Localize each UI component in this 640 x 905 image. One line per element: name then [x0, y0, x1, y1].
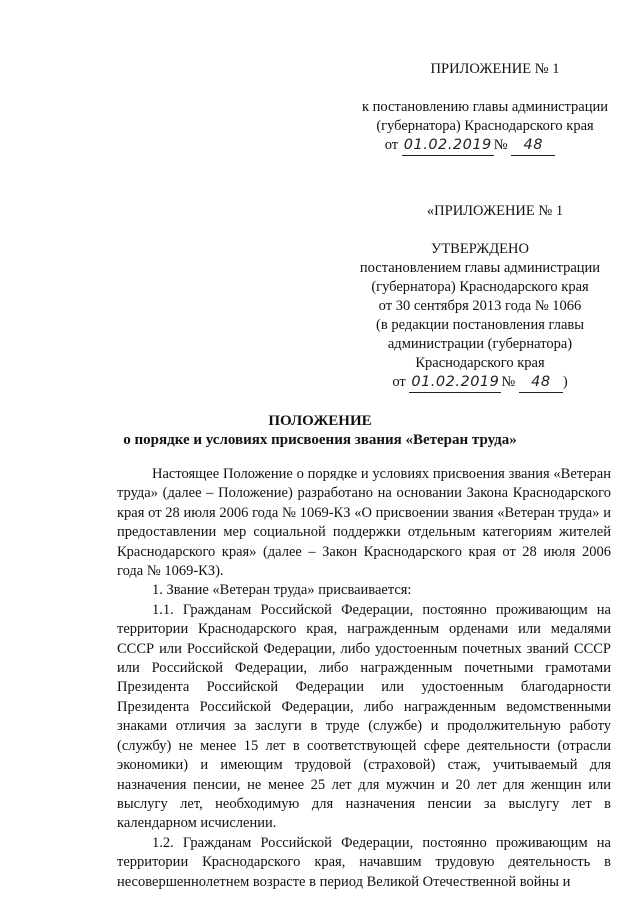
document-heading: ПОЛОЖЕНИЕ — [268, 413, 372, 429]
approval-block — [340, 202, 620, 393]
document-body — [117, 465, 611, 892]
handwritten-date: 01.02.2019 — [402, 136, 494, 156]
date-prefix: от — [384, 137, 399, 153]
closing-parenthesis: ) — [562, 374, 568, 390]
spacer — [350, 79, 620, 98]
appendix-date-line — [350, 136, 620, 156]
body-paragraph: Настоящее Положение о порядке и условиях присвоения звания «Ветеран труда» (далее – Положение) разработано на основании Закона Краснодарского края от 28 июля 2006 года № 1069-КЗ «О присвоении звания «Ветеран труда» и предоставлении мер социальной поддержки отдельным категориям жителей Краснодарского края» (далее – Закон Краснодарского края от 28 июля 2006 года № 1069-КЗ). — [117, 466, 611, 580]
approval-date-line — [340, 373, 620, 393]
body-paragraph: 1. Звание «Ветеран труда» присваивается: — [152, 582, 412, 599]
body-paragraph: 1.2. Гражданам Российской Федерации, постоянно проживающим на территории Краснодарского края, начавшим трудовую деятельность в несовершеннолетнем возрасте в период Великой Отечественной войны и — [117, 834, 611, 890]
handwritten-number: 48 — [519, 373, 563, 393]
number-sign: № — [493, 137, 508, 153]
approval-line-3: от 30 сентября 2013 года № 1066 — [378, 298, 582, 314]
appendix-line-1: к постановлению главы администрации — [361, 99, 609, 115]
appendix-header — [350, 60, 620, 156]
appendix-line-2: (губернатора) Краснодарского края — [376, 118, 594, 134]
body-paragraph: 1.1. Гражданам Российской Федерации, постоянно проживающим на территории Краснодарского края, награжденным орденами или медалями СССР или Российской Федерации, либо удостоенным почетных званий СССР или Российской Федерации, либо награжденным почетными грамотами Президента Российской Федерации или удостоенным благодарности Президента Российской Федерации, либо награжденным ведомственными знаками отличия за заслуги в труде (службе) и продолжительную работу (службу) не менее 15 лет в соответствующей сфере деятельности (отрасли экономики) и имеющим трудовой (страховой) стаж, учитываемый для назначения пенсии, не менее 25 лет для мужчин и 20 лет для женщин или выслугу лет, необходимую для назначения пенсии за выслугу лет в календарном исчислении. — [117, 601, 611, 832]
approval-line-5: администрации (губернатора) — [387, 336, 573, 352]
spacer — [340, 221, 620, 240]
handwritten-date: 01.02.2019 — [409, 373, 501, 393]
approval-line-1: постановлением главы администрации — [359, 260, 601, 276]
approval-line-6: Краснодарского края — [415, 355, 545, 371]
handwritten-number: 48 — [511, 136, 555, 156]
approved-label: УТВЕРЖДЕНО — [431, 241, 529, 257]
document-title — [0, 412, 640, 450]
number-sign: № — [501, 374, 516, 390]
date-prefix: от — [392, 374, 406, 390]
approval-appendix-title: «ПРИЛОЖЕНИЕ № 1 — [426, 203, 564, 219]
appendix-title: ПРИЛОЖЕНИЕ № 1 — [430, 61, 560, 77]
document-subheading: о порядке и условиях присвоения звания «Ветеран труда» — [123, 432, 517, 448]
approval-line-2: (губернатора) Краснодарского края — [371, 279, 589, 295]
approval-line-4: (в редакции постановления главы — [376, 317, 584, 333]
